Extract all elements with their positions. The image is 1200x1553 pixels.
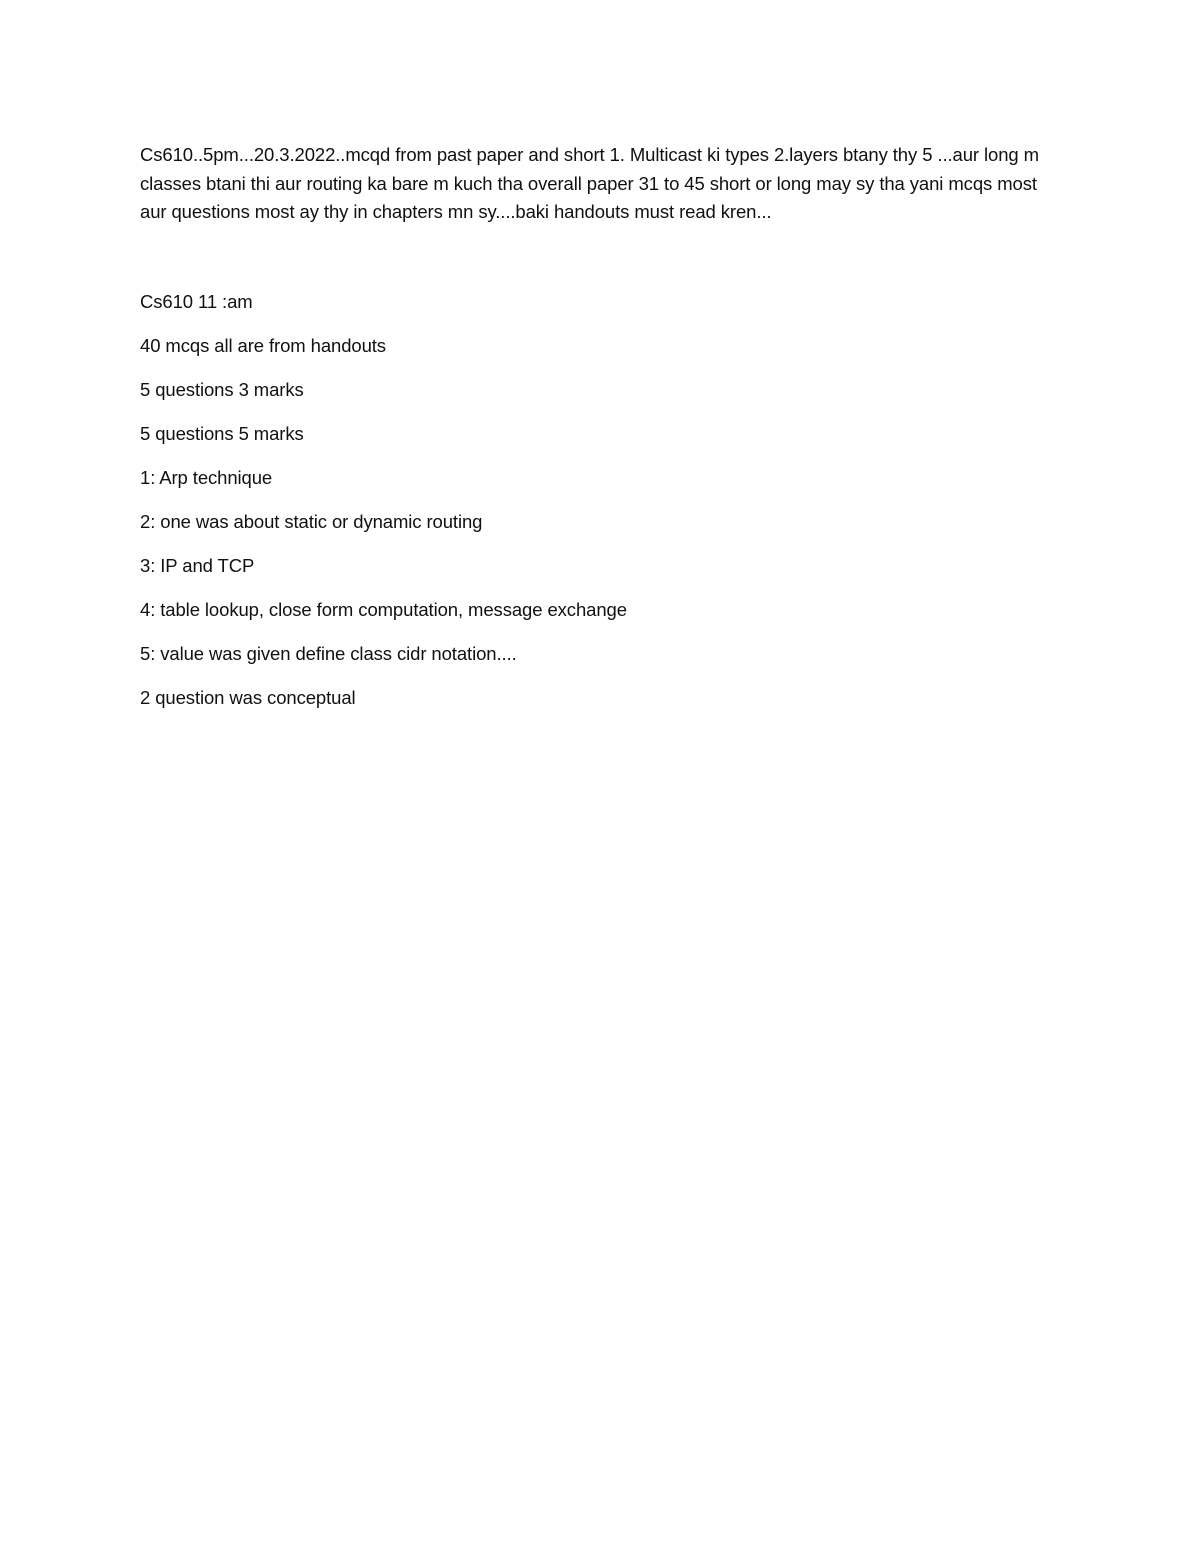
list-line-session: Cs610 11 :am <box>140 291 253 312</box>
list-line-question-5: 5: value was given define class cidr notation.... <box>140 643 517 664</box>
list-line-mcqs: 40 mcqs all are from handouts <box>140 335 386 356</box>
list-line-question-4: 4: table lookup, close form computation, message exchange <box>140 599 627 620</box>
exam-notes-paragraph: Cs610..5pm...20.3.2022..mcqd from past paper and short 1. Multicast ki types 2.layers btany thy 5 ...aur long m classes btani thi aur routing ka bare m kuch tha overall paper 31 to 45 short or long may sy tha yani mcqs most aur questions most ay thy in chapters mn sy....baki handouts must read kren... <box>140 144 1039 222</box>
list-line-conceptual: 2 question was conceptual <box>140 687 356 708</box>
list-line-question-3: 3: IP and TCP <box>140 555 255 576</box>
list-line-5-marks: 5 questions 5 marks <box>140 423 304 444</box>
list-line-question-2: 2: one was about static or dynamic routing <box>140 511 483 532</box>
list-line-3-marks: 5 questions 3 marks <box>140 379 304 400</box>
exam-notes-list <box>140 288 1060 728</box>
list-line-question-1: 1: Arp technique <box>140 467 273 488</box>
